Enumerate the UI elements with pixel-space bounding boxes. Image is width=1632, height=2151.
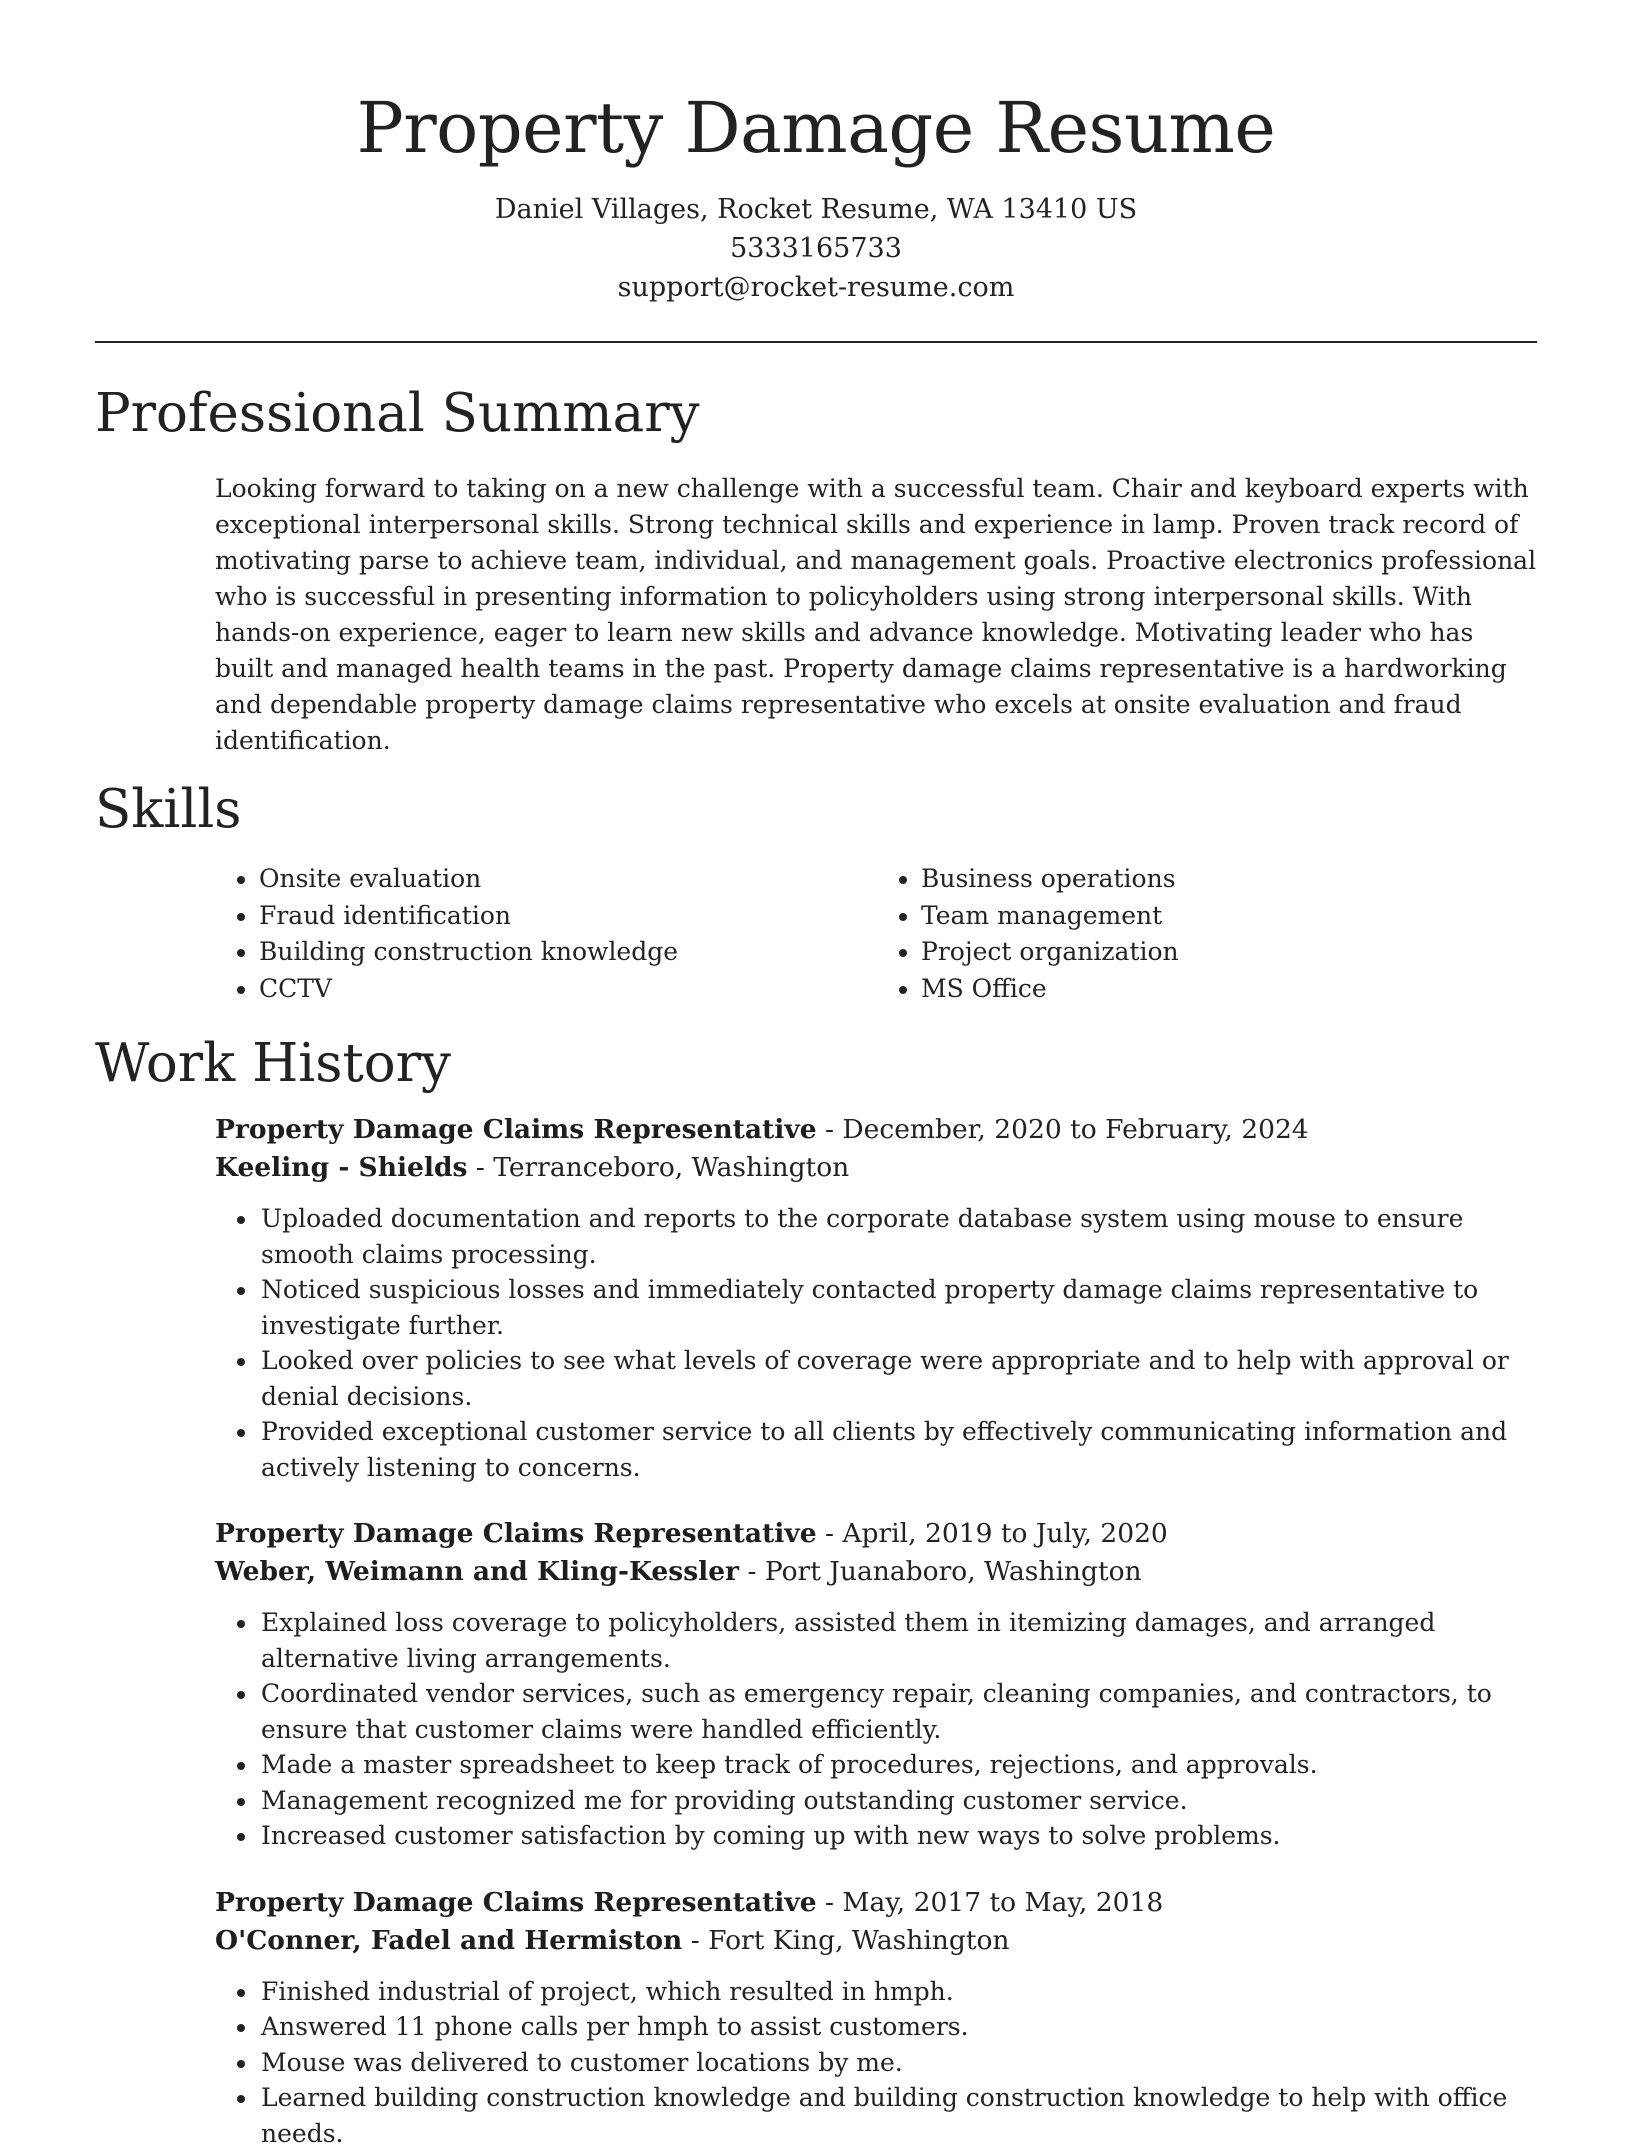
skill-item: • Onsite evaluation: [259, 861, 869, 898]
job-title-line: Property Damage Claims Representative - April, 2019 to July, 2020: [215, 1515, 1537, 1553]
job-bullet: • Explained loss coverage to policyholders, assisted them in itemizing damages, and arranged alternative living arrangements.: [259, 1605, 1537, 1676]
skill-item: • Project organization: [921, 934, 1531, 971]
job-company: Keeling - Shields: [215, 1152, 467, 1183]
job-dates: May, 2017 to May, 2018: [842, 1887, 1163, 1918]
skills-column-right: [869, 861, 1531, 1007]
summary-text: Looking forward to taking on a new challenge with a successful team. Chair and keyboard experts with exceptional interpersonal skills. Strong technical skills and experience in lamp. Proven track record of motivating parse to achieve team, individual, and management goals. Proactive electronics professional who is successful in presenting information to policyholders using strong interpersonal skills. With hands-on experience, eager to learn new skills and advance knowledge. Motivating leader who has built and managed health teams in the past. Property damage claims representative is a hardworking and dependable property damage claims representative who excels at onsite evaluation and fraud identification.: [215, 471, 1537, 759]
job-bullet: • Finished industrial of project, which resulted in hmph.: [259, 1974, 1537, 2010]
resume-title: Property Damage Resume: [0, 88, 1632, 168]
skill-item: • MS Office: [921, 971, 1531, 1008]
job-bullet: • Increased customer satisfaction by coming up with new ways to solve problems.: [259, 1818, 1537, 1854]
work-history-heading: Work History: [95, 1033, 1632, 1095]
header-divider: [95, 341, 1537, 343]
contact-email: support@rocket-resume.com: [0, 268, 1632, 307]
resume-header: [0, 0, 1632, 307]
job-title: Property Damage Claims Representative: [215, 1887, 817, 1918]
job-bullets: [215, 1201, 1537, 1485]
contact-phone: 5333165733: [0, 229, 1632, 268]
job-company: Weber, Weimann and Kling-Kessler: [215, 1556, 739, 1587]
job-company-line: Keeling - Shields - Terranceboro, Washington: [215, 1149, 1537, 1187]
skill-item: • Fraud identification: [259, 898, 869, 935]
job-bullet: • Mouse was delivered to customer locations by me.: [259, 2045, 1537, 2081]
skills-list: [215, 861, 1535, 1007]
job-company: O'Conner, Fadel and Hermiston: [215, 1925, 682, 1956]
contact-info: [0, 190, 1632, 307]
job-bullet: • Answered 11 phone calls per hmph to assist customers.: [259, 2009, 1537, 2045]
job-bullet: • Uploaded documentation and reports to the corporate database system using mouse to ensure smooth claims processing.: [259, 1201, 1537, 1272]
job-bullet: • Looked over policies to see what levels of coverage were appropriate and to help with approval or denial decisions.: [259, 1343, 1537, 1414]
job-title: Property Damage Claims Representative: [215, 1114, 817, 1145]
job-entry: [215, 1515, 1537, 1854]
skill-item: • Team management: [921, 898, 1531, 935]
job-bullets: [215, 1605, 1537, 1854]
job-bullet: • Learned building construction knowledge and building construction knowledge to help with office needs.: [259, 2080, 1537, 2151]
job-dates: April, 2019 to July, 2020: [842, 1518, 1167, 1549]
job-bullet: • Made a master spreadsheet to keep track of procedures, rejections, and approvals.: [259, 1747, 1537, 1783]
job-bullet: • Coordinated vendor services, such as emergency repair, cleaning companies, and contractors, to ensure that customer claims were handled efficiently.: [259, 1676, 1537, 1747]
job-entry: [215, 1884, 1537, 2151]
job-bullet: • Provided exceptional customer service to all clients by effectively communicating information and actively listening to concerns.: [259, 1414, 1537, 1485]
contact-address: Daniel Villages, Rocket Resume, WA 13410 US: [0, 190, 1632, 229]
job-location: Fort King, Washington: [708, 1925, 1009, 1956]
skills-heading: Skills: [95, 779, 1632, 841]
job-company-line: Weber, Weimann and Kling-Kessler - Port Juanaboro, Washington: [215, 1553, 1537, 1591]
skill-item: • Building construction knowledge: [259, 934, 869, 971]
job-bullets: [215, 1974, 1537, 2151]
job-location: Port Juanaboro, Washington: [765, 1556, 1142, 1587]
job-entry: [215, 1111, 1537, 1485]
skills-column-left: [215, 861, 869, 1007]
job-bullet: • Noticed suspicious losses and immediately contacted property damage claims representative to investigate further.: [259, 1272, 1537, 1343]
skill-item: • Business operations: [921, 861, 1531, 898]
job-company-line: O'Conner, Fadel and Hermiston - Fort King, Washington: [215, 1922, 1537, 1960]
job-title-line: Property Damage Claims Representative - May, 2017 to May, 2018: [215, 1884, 1537, 1922]
summary-heading: Professional Summary: [95, 383, 1632, 445]
job-bullet: • Management recognized me for providing outstanding customer service.: [259, 1783, 1537, 1819]
job-title: Property Damage Claims Representative: [215, 1518, 817, 1549]
skill-item: • CCTV: [259, 971, 869, 1008]
job-location: Terranceboro, Washington: [493, 1152, 849, 1183]
job-dates: December, 2020 to February, 2024: [842, 1114, 1308, 1145]
job-title-line: Property Damage Claims Representative - December, 2020 to February, 2024: [215, 1111, 1537, 1149]
